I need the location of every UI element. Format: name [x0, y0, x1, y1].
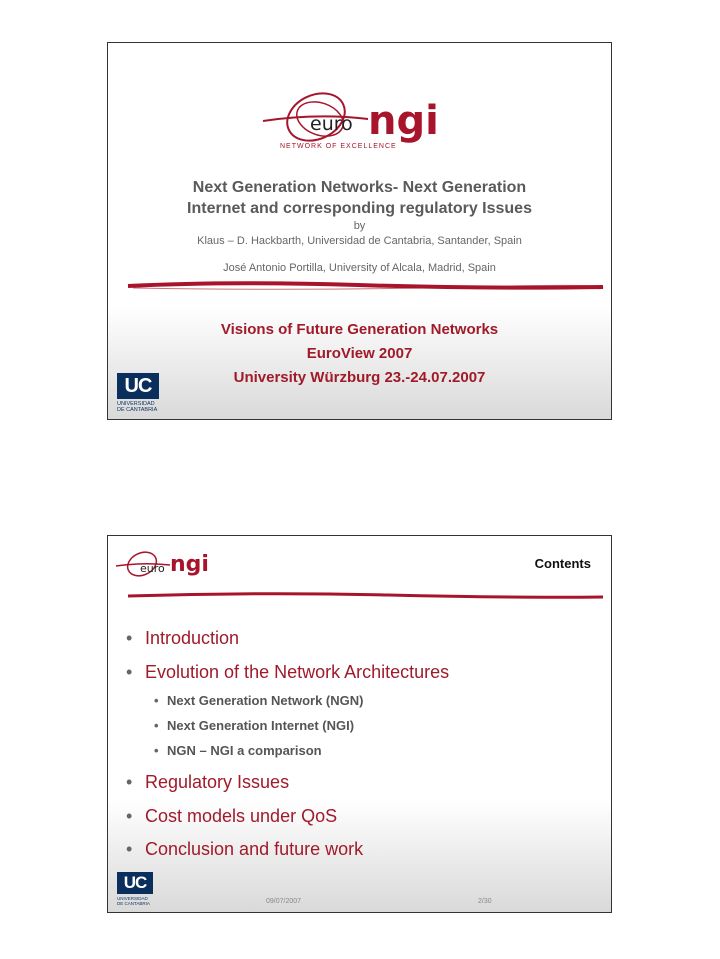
bullet-regulatory: • Regulatory Issues	[126, 772, 290, 792]
author-2: José Antonio Portilla, University of Alcala, Madrid, Spain	[223, 262, 496, 274]
logo-ngi-text: ngi	[368, 98, 439, 144]
slide-heading: Contents	[534, 556, 591, 571]
logo-tagline: NETWORK OF EXCELLENCE	[280, 143, 397, 150]
event-line1: Visions of Future Generation Networks	[220, 321, 499, 338]
author-1: Klaus – D. Hackbarth, Universidad de Cantabria, Santander, Spain	[197, 235, 522, 247]
uc-logo-line1: UNIVERSIDAD	[117, 896, 148, 901]
event-line2: EuroView 2007	[306, 345, 413, 362]
brush-divider	[108, 590, 612, 602]
logo-euro-text: euro	[140, 562, 165, 575]
footer-page-number: 2/30	[478, 898, 492, 905]
euro-ngi-logo-small	[114, 546, 214, 586]
logo-euro-text: euro	[310, 113, 353, 135]
euro-ngi-logo	[258, 83, 458, 158]
uc-logo-mark: UC	[117, 373, 159, 399]
uc-logo-line2: DE CANTABRIA	[117, 901, 150, 906]
sub-bullet-ngi: • Next Generation Internet (NGI)	[154, 718, 355, 733]
uc-logo	[117, 373, 159, 413]
uc-logo-line2: DE CANTABRIA	[117, 407, 158, 413]
sub-bullet-comparison: • NGN – NGI a comparison	[154, 743, 322, 758]
event-line3: University Würzburg 23.-24.07.2007	[233, 369, 486, 386]
uc-logo	[117, 872, 153, 906]
brush-divider	[108, 279, 612, 293]
slide-title-line1: Next Generation Networks- Next Generation	[192, 179, 527, 196]
footer-date: 09/07/2007	[266, 898, 302, 905]
logo-ngi-text: ngi	[170, 552, 209, 577]
bullet-evolution: • Evolution of the Network Architectures	[126, 662, 450, 682]
slide-title-line2: Internet and corresponding regulatory Issues	[187, 200, 532, 217]
bullet-conclusion: • Conclusion and future work	[126, 839, 364, 859]
uc-logo-line1: UNIVERSIDAD	[117, 401, 155, 407]
sub-bullet-ngn: • Next Generation Network (NGN)	[154, 693, 364, 708]
bullet-introduction: • Introduction	[126, 628, 240, 648]
bullet-cost-models: • Cost models under QoS	[126, 806, 338, 826]
by-label: by	[353, 220, 366, 232]
contents-slide	[107, 535, 612, 913]
uc-logo-mark: UC	[117, 872, 153, 894]
title-slide	[107, 42, 612, 420]
